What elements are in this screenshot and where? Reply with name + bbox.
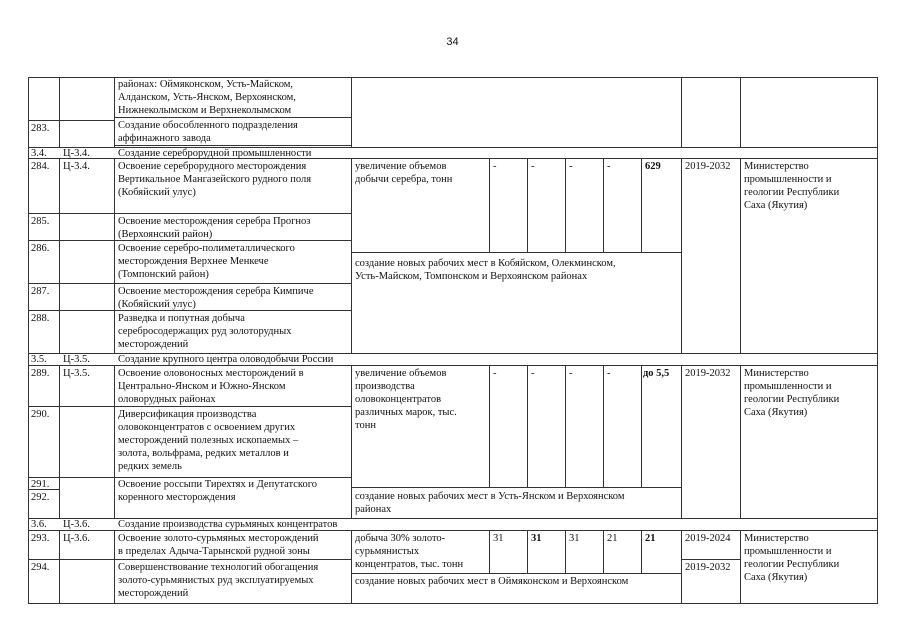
programme-table (28, 77, 878, 604)
page-number: 34 (446, 36, 459, 48)
row-number: 293. (31, 533, 50, 544)
value-year-1: 31 (493, 533, 504, 544)
measure-name: Освоение серебро-полиметаллического месторождения Верхнее Менкече (Томпонский район) (118, 243, 295, 280)
period: 2019-2032 (685, 368, 731, 379)
jobs-created: создание новых рабочих мест в Кобяйском, Олекминском, Усть-Майском, Томпонском и Верхоянском районах (355, 258, 616, 282)
measure-name: Разведка и попутная добыча сереброcодержащих руд золоторудных месторождений (118, 313, 292, 350)
row-number: 289. (31, 368, 50, 379)
section-title: Создание сереброрудной промышленности (118, 148, 312, 159)
row-number: 290. (31, 409, 50, 420)
section-code: Ц-3.6. (63, 519, 90, 530)
row-number: 288. (31, 313, 50, 324)
value-year-1: - (493, 368, 497, 379)
section-number: 3.6. (31, 519, 47, 530)
target-code: Ц-3.6. (63, 533, 90, 544)
measure-name: Создание обособленного подразделения аффинажного завода (118, 120, 298, 144)
value-year-4: 21 (607, 533, 618, 544)
responsible: Министерство промышленности и геологии Республики Саха (Якутия) (744, 161, 840, 211)
row-number: 283. (31, 123, 50, 134)
measure-name: Освоение оловоносных месторождений в Центрально-Янском и Южно-Янском оловорудных районах (118, 368, 304, 405)
jobs-created: создание новых рабочих мест в Усть-Янском и Верхоянском районах (355, 491, 625, 515)
section-code: Ц-3.5. (63, 354, 90, 365)
row-number: 286. (31, 243, 50, 254)
section-number: 3.4. (31, 148, 47, 159)
section-title: Создание производства сурьмяных концентратов (118, 519, 338, 530)
indicator-name: увеличение объемов добычи серебра, тонн (355, 161, 453, 185)
indicator-name: увеличение объемов производства оловоконцентратов различных марок, тыс. тонн (355, 368, 457, 431)
value-year-4: - (607, 368, 611, 379)
measure-name: Совершенствование технологий обогащения золото-сурьмянистых руд эксплуатируемых месторождений (118, 562, 319, 599)
target-code: Ц-3.4. (63, 161, 90, 172)
section-code: Ц-3.4. (63, 148, 90, 159)
value-year-2: 31 (531, 533, 542, 544)
row-number: 284. (31, 161, 50, 172)
value-year-1: - (493, 161, 497, 172)
value-year-2: - (531, 368, 535, 379)
row-number: 291. (31, 479, 50, 490)
measure-name: Освоение россыпи Тирехтях и Депутатского (118, 479, 318, 490)
period: 2019-2032 (685, 562, 731, 573)
value-year-3: - (569, 161, 573, 172)
value-target: 21 (645, 533, 656, 544)
row-number: 285. (31, 216, 50, 227)
row-number: 292. (31, 492, 50, 503)
responsible: Министерство промышленности и геологии Республики Саха (Якутия) (744, 368, 840, 418)
indicator-name: добыча 30% золото- сурьмянистых концентратов, тыс. тонн (355, 533, 464, 570)
measure-name: Освоение сереброрудного месторождения Вертикальное Мангазейского рудного поля (Кобяйский улус) (118, 161, 312, 198)
measure-name: Диверсификация производства оловоконцентратов с освоением других месторождений полезных ископаемых – золота, вольфрама, редких металлов и редких земель (118, 409, 299, 472)
measure-name: коренного месторождения (118, 492, 236, 503)
value-target: 629 (645, 161, 661, 172)
row-number: 287. (31, 286, 50, 297)
measure-name: Освоение месторождения серебра Прогноз (Верхоянский район) (118, 216, 311, 240)
cell-regions-continued: районах: Оймяконском, Усть-Майском, Алданском, Усть-Янском, Верхоянском, Нижнеколымском и Верхнеколымском (118, 79, 296, 116)
value-year-3: - (569, 368, 573, 379)
section-title: Создание крупного центра оловодобычи России (118, 354, 334, 365)
value-year-4: - (607, 161, 611, 172)
measure-name: Освоение золото-сурьмяных месторождений в пределах Адыча-Тарынской рудной зоны (118, 533, 319, 557)
section-number: 3.5. (31, 354, 47, 365)
period: 2019-2032 (685, 161, 731, 172)
responsible: Министерство промышленности и геологии Республики Саха (Якутия) (744, 533, 840, 583)
value-target: до 5,5 (643, 368, 670, 379)
period: 2019-2024 (685, 533, 731, 544)
value-year-3: 31 (569, 533, 580, 544)
row-number: 294. (31, 562, 50, 573)
measure-name: Освоение месторождения серебра Кимпиче (Кобяйский улус) (118, 286, 314, 310)
value-year-2: - (531, 161, 535, 172)
jobs-created: создание новых рабочих мест в Оймяконском и Верхоянском (355, 576, 629, 587)
target-code: Ц-3.5. (63, 368, 90, 379)
